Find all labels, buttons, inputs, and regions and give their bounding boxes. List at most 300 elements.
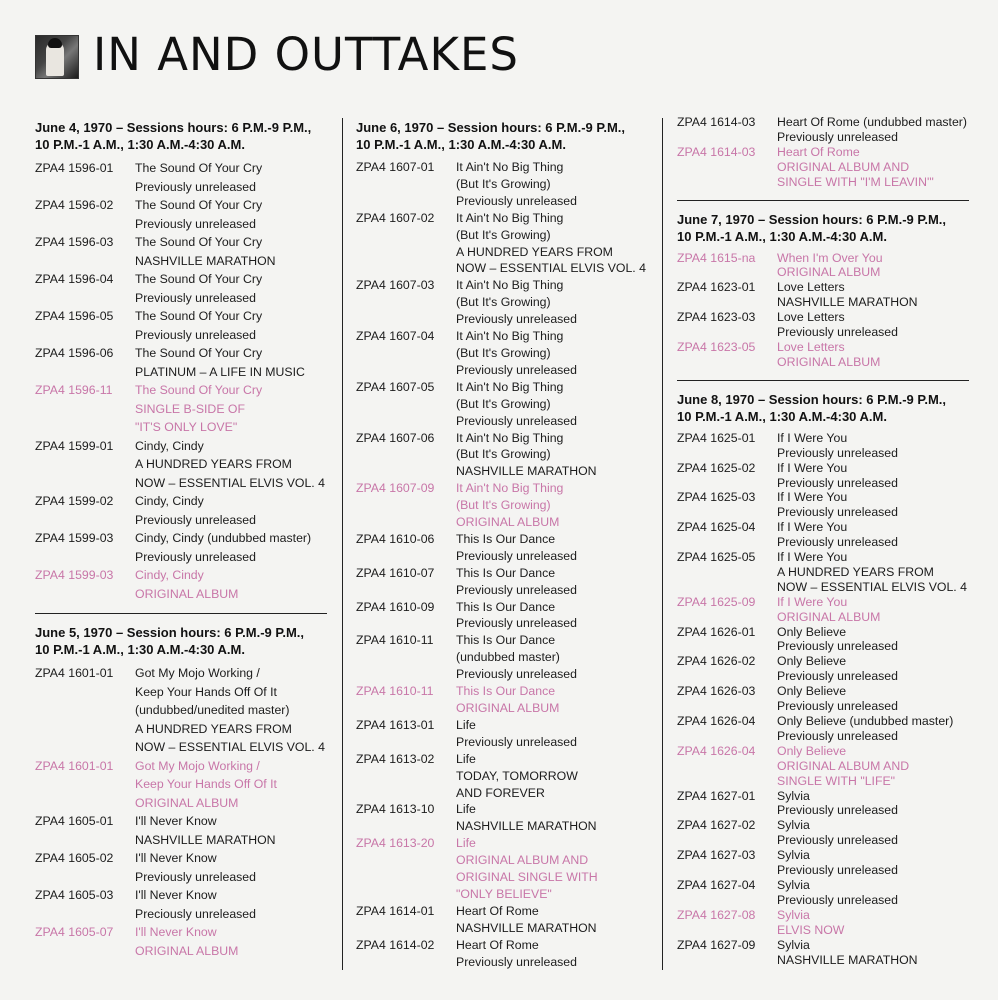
- take-entry: [356, 210, 656, 278]
- take-details: [456, 328, 656, 379]
- take-entry: [35, 344, 327, 381]
- release-info: Previously unreleased: [777, 475, 898, 490]
- take-code: ZPA4 1596-05: [35, 309, 114, 323]
- song-title: Got My Mojo Working /: [135, 758, 260, 773]
- take-entry: [356, 683, 656, 717]
- session-heading: [677, 391, 969, 425]
- take-entry: [356, 328, 656, 379]
- take-details: [456, 751, 656, 802]
- take-entry: [356, 903, 656, 937]
- session-column-3: [677, 115, 969, 967]
- song-title: Love Letters: [777, 339, 845, 354]
- release-info: Previously unreleased: [777, 803, 898, 818]
- song-title: Only Believe (undubbed master): [777, 714, 954, 728]
- song-title: It Ain't No Big Thing: [456, 481, 564, 496]
- take-details: [456, 531, 656, 565]
- take-details: [777, 625, 969, 655]
- release-info: NASHVILLE MARATHON: [456, 464, 597, 479]
- session-divider: [677, 380, 969, 381]
- take-details: [135, 886, 327, 923]
- release-info: Previously unreleased: [777, 833, 898, 848]
- take-code: ZPA4 1627-02: [677, 818, 756, 833]
- song-title: This Is Our Dance: [456, 684, 556, 699]
- song-title: The Sound Of Your Cry: [135, 161, 263, 175]
- session-heading-line: June 6, 1970 – Session hours: 6 P.M.-9 P.M.,: [356, 120, 626, 135]
- song-title: The Sound Of Your Cry: [135, 198, 263, 212]
- release-info: ORIGINAL ALBUM: [135, 943, 239, 958]
- song-title: This Is Our Dance: [456, 531, 556, 546]
- column-divider: [662, 118, 663, 970]
- song-title: Cindy, Cindy: [135, 438, 204, 453]
- take-details: [135, 233, 327, 270]
- take-code: ZPA4 1626-04: [677, 743, 756, 758]
- take-entry: [356, 937, 656, 971]
- session-heading-line: 10 P.M.-1 A.M., 1:30 A.M.-4:30 A.M.: [677, 228, 887, 244]
- take-details: [135, 664, 327, 757]
- release-info: Previously unreleased: [777, 728, 898, 743]
- release-info: NOW – ESSENTIAL ELVIS VOL. 4: [135, 475, 325, 490]
- song-title: Heart Of Rome: [777, 144, 860, 159]
- take-entry: [677, 744, 969, 789]
- take-code: ZPA4 1610-11: [356, 684, 434, 699]
- release-info: Previously unreleased: [135, 549, 256, 564]
- release-info: Previously unreleased: [777, 325, 898, 340]
- release-info: ORIGINAL ALBUM: [777, 609, 881, 624]
- take-entry: [677, 789, 969, 819]
- song-title: Heart Of Rome: [456, 937, 539, 952]
- take-entry: [677, 280, 969, 310]
- take-entry: [677, 310, 969, 340]
- session-heading: [677, 211, 969, 245]
- release-info: ORIGINAL ALBUM AND: [777, 758, 910, 773]
- take-code: ZPA4 1601-01: [35, 758, 114, 773]
- take-code: ZPA4 1625-03: [677, 490, 756, 505]
- take-details: [456, 379, 656, 430]
- take-code: ZPA4 1627-01: [677, 788, 756, 803]
- release-info: ELVIS NOW: [777, 922, 845, 937]
- take-details: [777, 520, 969, 550]
- song-title: Cindy, Cindy: [135, 568, 204, 582]
- song-title: Sylvia: [777, 877, 810, 892]
- release-info: (But It's Growing): [456, 227, 551, 242]
- release-info: NASHVILLE MARATHON: [777, 952, 918, 967]
- song-title: Love Letters: [777, 280, 845, 295]
- song-title: Only Believe: [777, 624, 847, 639]
- take-code: ZPA4 1599-03: [35, 531, 114, 545]
- song-title: It Ain't No Big Thing: [456, 160, 564, 174]
- release-info: Previously unreleased: [456, 954, 577, 969]
- take-entry: [677, 818, 969, 848]
- session-column-1: [35, 115, 327, 960]
- release-info: Previously unreleased: [456, 734, 577, 749]
- take-code: ZPA4 1613-10: [356, 802, 435, 817]
- take-details: [777, 714, 969, 744]
- take-details: [456, 430, 656, 481]
- take-code: ZPA4 1626-03: [677, 684, 756, 699]
- song-title: I'll Never Know: [135, 814, 217, 828]
- session-divider: [677, 200, 969, 201]
- song-title: It Ain't No Big Thing: [456, 430, 564, 445]
- take-details: [777, 550, 969, 595]
- take-code: ZPA4 1614-03: [677, 144, 756, 159]
- release-info: (But It's Growing): [456, 396, 551, 411]
- take-code: ZPA4 1605-02: [35, 851, 114, 865]
- take-details: [135, 381, 327, 437]
- take-code: ZPA4 1614-01: [356, 903, 435, 918]
- take-details: [777, 280, 969, 310]
- take-code: ZPA4 1613-20: [356, 836, 435, 851]
- release-info: ORIGINAL ALBUM AND: [456, 853, 589, 868]
- take-entry: [356, 379, 656, 430]
- take-code: ZPA4 1610-07: [356, 565, 435, 580]
- take-entry: [677, 625, 969, 655]
- session-heading-line: 10 P.M.-1 A.M., 1:30 A.M.-4:30 A.M.: [677, 408, 887, 424]
- release-info: "IT'S ONLY LOVE": [135, 420, 238, 434]
- take-entry: [356, 801, 656, 835]
- take-code: ZPA4 1613-01: [356, 717, 435, 732]
- take-code: ZPA4 1599-03: [35, 568, 114, 582]
- take-details: [135, 849, 327, 886]
- take-entry: [35, 923, 327, 960]
- song-title: The Sound Of Your Cry: [135, 309, 263, 323]
- take-entry: [677, 520, 969, 550]
- release-info: Previously unreleased: [777, 669, 898, 684]
- take-code: ZPA4 1626-02: [677, 654, 756, 669]
- take-code: ZPA4 1607-06: [356, 430, 435, 445]
- release-info: Previously unreleased: [456, 667, 577, 682]
- take-entry: [35, 270, 327, 307]
- take-details: [135, 307, 327, 344]
- take-details: [777, 684, 969, 714]
- release-info: TODAY, TOMORROW: [456, 768, 578, 783]
- release-info: Keep Your Hands Off Of It: [135, 684, 277, 699]
- song-title: Heart Of Rome: [456, 903, 539, 918]
- song-title: I'll Never Know: [135, 888, 217, 902]
- take-entry: [35, 886, 327, 923]
- take-details: [777, 145, 969, 190]
- song-title: I'll Never Know: [135, 925, 217, 939]
- song-title: Life: [456, 836, 476, 851]
- take-code: ZPA4 1627-09: [677, 937, 756, 952]
- session-column-2: [356, 115, 656, 971]
- session-heading: [356, 119, 656, 153]
- take-details: [777, 848, 969, 878]
- release-info: PLATINUM – A LIFE IN MUSIC: [135, 364, 305, 379]
- release-info: (But It's Growing): [456, 176, 551, 191]
- take-details: [135, 344, 327, 381]
- take-entry: [356, 480, 656, 531]
- take-details: [777, 340, 969, 370]
- release-info: Previously unreleased: [135, 327, 256, 342]
- take-entry: [677, 654, 969, 684]
- take-code: ZPA4 1601-01: [35, 666, 114, 680]
- song-title: Cindy, Cindy: [135, 494, 204, 508]
- take-code: ZPA4 1625-02: [677, 460, 756, 475]
- release-info: A HUNDRED YEARS FROM: [456, 244, 613, 259]
- take-code: ZPA4 1599-02: [35, 494, 114, 508]
- take-details: [456, 632, 656, 683]
- take-code: ZPA4 1623-01: [677, 280, 756, 295]
- song-title: The Sound Of Your Cry: [135, 346, 263, 360]
- release-info: Previously unreleased: [135, 869, 256, 884]
- release-info: ORIGINAL ALBUM: [135, 795, 239, 810]
- song-title: When I'm Over You: [777, 250, 883, 265]
- take-code: ZPA4 1599-01: [35, 438, 114, 453]
- song-title: It Ain't No Big Thing: [456, 329, 564, 344]
- release-info: A HUNDRED YEARS FROM: [135, 457, 292, 471]
- release-info: (But It's Growing): [456, 498, 551, 513]
- take-details: [135, 492, 327, 529]
- take-details: [777, 490, 969, 520]
- session-divider: [35, 613, 327, 614]
- release-info: NOW – ESSENTIAL ELVIS VOL. 4: [456, 261, 646, 276]
- release-info: ORIGINAL ALBUM: [456, 515, 560, 530]
- take-details: [135, 812, 327, 849]
- release-info: (But It's Growing): [456, 345, 551, 360]
- take-code: ZPA4 1614-03: [677, 115, 756, 129]
- take-entry: [35, 566, 327, 603]
- take-entry: [677, 908, 969, 938]
- song-title: Sylvia: [777, 848, 810, 863]
- session-heading-line: June 5, 1970 – Session hours: 6 P.M.-9 P.M.,: [35, 625, 305, 640]
- take-code: ZPA4 1596-11: [35, 383, 113, 397]
- song-title: Cindy, Cindy (undubbed master): [135, 531, 312, 545]
- take-entry: [677, 431, 969, 461]
- session-heading-line: June 7, 1970 – Session hours: 6 P.M.-9 P.M.,: [677, 211, 947, 227]
- take-entry: [35, 437, 327, 493]
- take-entry: [677, 938, 969, 968]
- song-title: If I Were You: [777, 520, 848, 535]
- take-details: [777, 878, 969, 908]
- session-heading: [35, 119, 327, 153]
- take-details: [456, 210, 656, 278]
- release-info: ORIGINAL ALBUM: [777, 354, 881, 369]
- release-info: Previously unreleased: [456, 413, 577, 428]
- take-code: ZPA4 1596-02: [35, 198, 114, 212]
- release-info: Previously unreleased: [777, 863, 898, 878]
- take-entry: [356, 565, 656, 599]
- session-heading-line: June 8, 1970 – Session hours: 6 P.M.-9 P.M.,: [677, 391, 947, 407]
- release-info: ORIGINAL ALBUM: [777, 265, 881, 280]
- release-info: NASHVILLE MARATHON: [135, 832, 276, 847]
- song-title: Only Believe: [777, 684, 847, 699]
- release-info: Previously unreleased: [456, 312, 577, 327]
- take-details: [135, 566, 327, 603]
- take-code: ZPA4 1596-03: [35, 235, 114, 249]
- song-title: Sylvia: [777, 907, 810, 922]
- release-info: NOW – ESSENTIAL ELVIS VOL. 4: [777, 579, 967, 594]
- release-info: NASHVILLE MARATHON: [777, 295, 918, 310]
- release-info: NASHVILLE MARATHON: [456, 819, 597, 834]
- take-code: ZPA4 1607-01: [356, 160, 435, 174]
- session-heading-line: 10 P.M.-1 A.M., 1:30 A.M.-4:30 A.M.: [356, 137, 566, 152]
- take-entry: [356, 277, 656, 328]
- take-code: ZPA4 1625-01: [677, 430, 756, 445]
- take-entry: [356, 430, 656, 481]
- take-details: [777, 595, 969, 625]
- release-info: Previously unreleased: [456, 193, 577, 208]
- song-title: If I Were You: [777, 550, 848, 565]
- song-title: The Sound Of Your Cry: [135, 383, 263, 397]
- take-details: [456, 801, 656, 835]
- column-divider: [342, 118, 343, 970]
- take-entry: [356, 599, 656, 633]
- release-info: Previously unreleased: [456, 616, 577, 631]
- take-entry: [677, 550, 969, 595]
- take-entry: [35, 233, 327, 270]
- take-details: [456, 599, 656, 633]
- song-title: Heart Of Rome (undubbed master): [777, 115, 968, 129]
- take-entry: [677, 595, 969, 625]
- session-heading-line: June 4, 1970 – Sessions hours: 6 P.M.-9 P.M.,: [35, 120, 312, 135]
- release-info: ORIGINAL ALBUM: [135, 586, 239, 601]
- take-details: [135, 437, 327, 493]
- take-entry: [677, 684, 969, 714]
- release-info: (But It's Growing): [456, 447, 551, 462]
- release-info: Previously unreleased: [777, 535, 898, 550]
- take-code: ZPA4 1627-04: [677, 877, 756, 892]
- take-code: ZPA4 1610-06: [356, 531, 435, 546]
- take-details: [456, 159, 656, 210]
- take-entry: [35, 381, 327, 437]
- release-info: Previously unreleased: [777, 699, 898, 714]
- session-heading-line: 10 P.M.-1 A.M., 1:30 A.M.-4:30 A.M.: [35, 642, 245, 657]
- take-code: ZPA4 1607-03: [356, 278, 435, 293]
- release-info: Previously unreleased: [777, 639, 898, 654]
- song-title: If I Were You: [777, 460, 848, 475]
- take-details: [135, 923, 327, 960]
- take-code: ZPA4 1607-02: [356, 210, 435, 225]
- song-title: The Sound Of Your Cry: [135, 272, 263, 286]
- take-entry: [356, 632, 656, 683]
- take-details: [777, 251, 969, 281]
- take-entry: [35, 159, 327, 196]
- release-info: A HUNDRED YEARS FROM: [777, 564, 934, 579]
- song-title: Only Believe: [777, 743, 847, 758]
- take-code: ZPA4 1607-04: [356, 329, 435, 344]
- take-details: [777, 938, 969, 968]
- release-info: Previously unreleased: [135, 179, 256, 194]
- release-info: "ONLY BELIEVE": [456, 886, 552, 901]
- song-title: Sylvia: [777, 937, 810, 952]
- release-info: (But It's Growing): [456, 295, 551, 310]
- take-entry: [677, 115, 969, 145]
- take-code: ZPA4 1607-09: [356, 481, 435, 496]
- release-info: ORIGINAL ALBUM AND: [777, 159, 910, 174]
- song-title: Life: [456, 802, 476, 817]
- take-details: [135, 529, 327, 566]
- take-code: ZPA4 1625-09: [677, 594, 756, 609]
- take-entry: [677, 878, 969, 908]
- take-entry: [35, 849, 327, 886]
- take-entry: [356, 717, 656, 751]
- song-title: This Is Our Dance: [456, 633, 556, 648]
- release-info: Preciously unreleased: [135, 906, 256, 921]
- take-entry: [35, 196, 327, 233]
- take-code: ZPA4 1596-04: [35, 272, 114, 286]
- take-details: [777, 115, 969, 145]
- take-entry: [35, 529, 327, 566]
- take-details: [456, 937, 656, 971]
- release-info: Previously unreleased: [135, 512, 256, 527]
- take-code: ZPA4 1626-04: [677, 714, 756, 728]
- take-details: [777, 654, 969, 684]
- take-code: ZPA4 1605-01: [35, 814, 114, 828]
- take-code: ZPA4 1625-04: [677, 520, 756, 535]
- session-heading: [35, 624, 327, 658]
- release-info: Previously unreleased: [135, 290, 256, 305]
- song-title: This Is Our Dance: [456, 565, 556, 580]
- release-info: Previously unreleased: [135, 216, 256, 231]
- take-entry: [677, 145, 969, 190]
- song-title: If I Were You: [777, 490, 848, 505]
- release-info: SINGLE B-SIDE OF: [135, 401, 246, 416]
- hair-shape: [48, 38, 62, 48]
- take-code: ZPA4 1596-01: [35, 161, 114, 175]
- song-title: I'll Never Know: [135, 851, 217, 865]
- take-details: [135, 757, 327, 813]
- take-details: [456, 683, 656, 717]
- take-code: ZPA4 1623-03: [677, 310, 756, 325]
- release-info: (undubbed master): [456, 650, 560, 665]
- release-info: NASHVILLE MARATHON: [456, 920, 597, 935]
- release-info: Previously unreleased: [777, 129, 898, 144]
- take-details: [777, 818, 969, 848]
- take-code: ZPA4 1625-05: [677, 550, 756, 565]
- take-entry: [356, 159, 656, 210]
- take-entry: [677, 461, 969, 491]
- take-code: ZPA4 1626-01: [677, 624, 756, 639]
- release-info: (undubbed/unedited master): [135, 703, 290, 717]
- take-details: [456, 565, 656, 599]
- song-title: If I Were You: [777, 430, 848, 445]
- take-details: [777, 310, 969, 340]
- release-info: SINGLE WITH "I'M LEAVIN'": [777, 174, 934, 189]
- song-title: It Ain't No Big Thing: [456, 379, 564, 394]
- take-code: ZPA4 1605-03: [35, 888, 114, 902]
- release-info: A HUNDRED YEARS FROM: [135, 721, 292, 736]
- release-info: ORIGINAL ALBUM: [456, 701, 560, 715]
- take-entry: [35, 664, 327, 757]
- release-info: Previously unreleased: [456, 362, 577, 377]
- take-details: [135, 196, 327, 233]
- release-info: NOW – ESSENTIAL ELVIS VOL. 4: [135, 740, 325, 754]
- take-details: [456, 717, 656, 751]
- take-code: ZPA4 1615-na: [677, 250, 756, 265]
- take-entry: [677, 340, 969, 370]
- take-details: [777, 431, 969, 461]
- release-info: Previously unreleased: [456, 548, 577, 563]
- take-code: ZPA4 1605-07: [35, 925, 114, 939]
- take-entry: [356, 531, 656, 565]
- song-title: Only Believe: [777, 654, 847, 669]
- take-entry: [35, 492, 327, 529]
- session-heading-line: 10 P.M.-1 A.M., 1:30 A.M.-4:30 A.M.: [35, 137, 245, 152]
- take-details: [777, 744, 969, 789]
- take-details: [135, 270, 327, 307]
- release-info: SINGLE WITH "LIFE": [777, 773, 896, 788]
- song-title: The Sound Of Your Cry: [135, 235, 263, 249]
- take-code: ZPA4 1627-08: [677, 907, 756, 922]
- take-code: ZPA4 1627-03: [677, 848, 756, 863]
- song-title: Sylvia: [777, 818, 810, 833]
- take-code: ZPA4 1623-05: [677, 339, 756, 354]
- take-details: [456, 835, 656, 903]
- take-entry: [677, 714, 969, 744]
- song-title: If I Were You: [777, 594, 848, 609]
- release-info: Keep Your Hands Off Of It: [135, 777, 277, 791]
- take-entry: [35, 307, 327, 344]
